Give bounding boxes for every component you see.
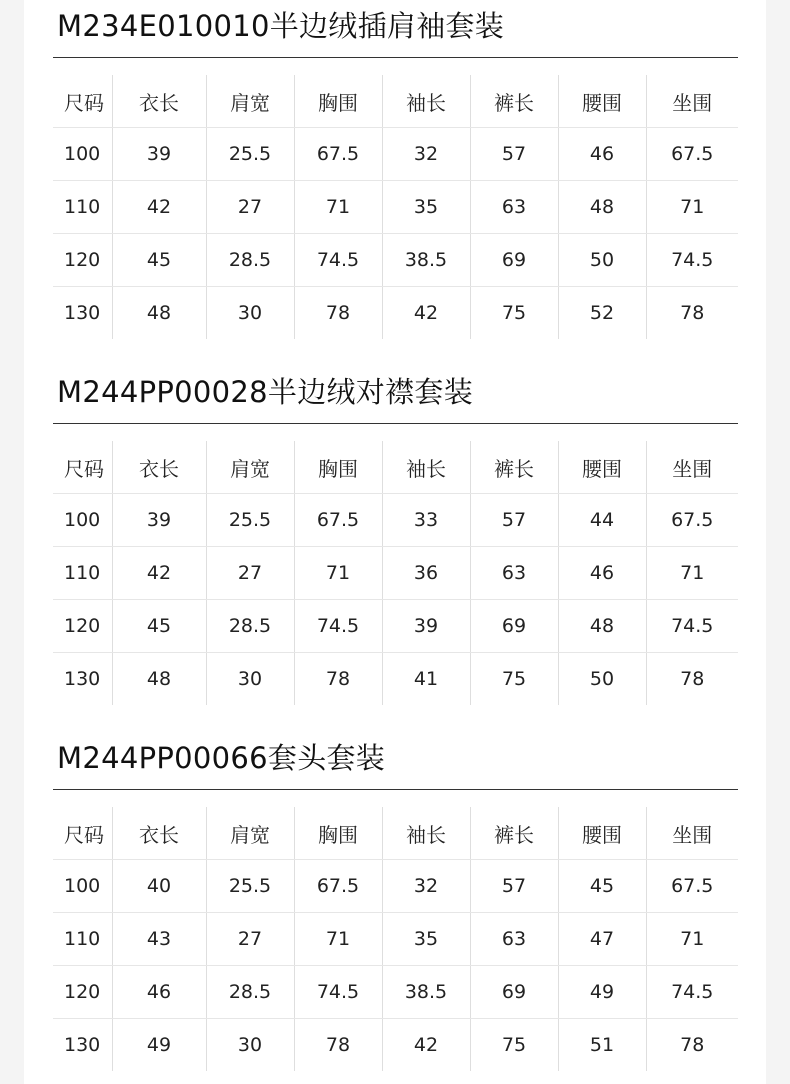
table-cell: 48 bbox=[558, 181, 646, 234]
table-cell: 42 bbox=[112, 547, 206, 600]
header-chest: 胸围 bbox=[294, 75, 382, 128]
header-sleeve: 袖长 bbox=[382, 75, 470, 128]
table-cell: 30 bbox=[206, 1019, 294, 1072]
section-title: M244PP00028半边绒对襟套装 bbox=[53, 366, 738, 424]
header-shoulder: 肩宽 bbox=[206, 441, 294, 494]
table-cell: 30 bbox=[206, 653, 294, 706]
header-pants-length: 裤长 bbox=[470, 807, 558, 860]
table-cell: 25.5 bbox=[206, 128, 294, 181]
table-cell: 75 bbox=[470, 1019, 558, 1072]
table-cell: 74.5 bbox=[294, 234, 382, 287]
table-cell: 69 bbox=[470, 600, 558, 653]
table-cell: 42 bbox=[112, 181, 206, 234]
table-cell: 67.5 bbox=[294, 494, 382, 547]
table-row bbox=[53, 181, 738, 234]
table-cell: 43 bbox=[112, 913, 206, 966]
header-shoulder: 肩宽 bbox=[206, 807, 294, 860]
table-header-row bbox=[53, 807, 738, 860]
size-section-1 bbox=[53, 0, 738, 339]
header-waist: 腰围 bbox=[558, 75, 646, 128]
table-cell: 32 bbox=[382, 860, 470, 913]
table-cell: 46 bbox=[558, 128, 646, 181]
header-hip: 坐围 bbox=[646, 75, 738, 128]
table-cell: 41 bbox=[382, 653, 470, 706]
header-hip: 坐围 bbox=[646, 807, 738, 860]
table-cell: 74.5 bbox=[646, 234, 738, 287]
table-row bbox=[53, 860, 738, 913]
size-chart-page bbox=[24, 0, 766, 1084]
table-cell: 67.5 bbox=[294, 860, 382, 913]
header-size: 尺码 bbox=[53, 441, 112, 494]
size-table bbox=[53, 75, 738, 339]
table-cell: 100 bbox=[53, 494, 112, 547]
table-row bbox=[53, 128, 738, 181]
table-row bbox=[53, 494, 738, 547]
size-section-2 bbox=[53, 366, 738, 705]
table-row bbox=[53, 913, 738, 966]
header-length: 衣长 bbox=[112, 441, 206, 494]
table-cell: 67.5 bbox=[646, 860, 738, 913]
table-cell: 75 bbox=[470, 653, 558, 706]
table-cell: 110 bbox=[53, 913, 112, 966]
table-cell: 48 bbox=[558, 600, 646, 653]
table-cell: 45 bbox=[112, 600, 206, 653]
table-cell: 78 bbox=[646, 287, 738, 340]
section-title: M234E010010半边绒插肩袖套装 bbox=[53, 0, 738, 58]
table-cell: 57 bbox=[470, 128, 558, 181]
table-cell: 27 bbox=[206, 913, 294, 966]
size-section-3 bbox=[53, 732, 738, 1071]
table-cell: 39 bbox=[382, 600, 470, 653]
table-cell: 45 bbox=[558, 860, 646, 913]
table-row bbox=[53, 1019, 738, 1072]
table-cell: 28.5 bbox=[206, 600, 294, 653]
header-size: 尺码 bbox=[53, 807, 112, 860]
table-cell: 74.5 bbox=[294, 600, 382, 653]
table-cell: 32 bbox=[382, 128, 470, 181]
table-cell: 120 bbox=[53, 234, 112, 287]
table-cell: 78 bbox=[294, 1019, 382, 1072]
table-cell: 110 bbox=[53, 181, 112, 234]
table-cell: 100 bbox=[53, 860, 112, 913]
size-table bbox=[53, 441, 738, 705]
table-cell: 71 bbox=[294, 181, 382, 234]
table-cell: 71 bbox=[646, 913, 738, 966]
header-sleeve: 袖长 bbox=[382, 441, 470, 494]
table-cell: 39 bbox=[112, 128, 206, 181]
table-cell: 33 bbox=[382, 494, 470, 547]
header-shoulder: 肩宽 bbox=[206, 75, 294, 128]
table-cell: 35 bbox=[382, 913, 470, 966]
header-length: 衣长 bbox=[112, 75, 206, 128]
table-cell: 30 bbox=[206, 287, 294, 340]
table-cell: 51 bbox=[558, 1019, 646, 1072]
table-cell: 78 bbox=[294, 287, 382, 340]
table-cell: 40 bbox=[112, 860, 206, 913]
table-cell: 130 bbox=[64, 302, 101, 324]
table-cell: 71 bbox=[646, 181, 738, 234]
table-cell: 52 bbox=[558, 287, 646, 340]
table-cell: 67.5 bbox=[646, 494, 738, 547]
table-cell: 100 bbox=[53, 128, 112, 181]
size-table bbox=[53, 807, 738, 1071]
table-cell: 69 bbox=[470, 234, 558, 287]
table-cell: 130 bbox=[64, 1034, 101, 1056]
table-cell: 42 bbox=[382, 287, 470, 340]
table-cell: 35 bbox=[382, 181, 470, 234]
table-row bbox=[53, 653, 738, 706]
table-cell: 49 bbox=[558, 966, 646, 1019]
table-cell: 57 bbox=[470, 494, 558, 547]
section-title: M244PP00066套头套装 bbox=[53, 732, 738, 790]
table-row bbox=[53, 547, 738, 600]
table-row bbox=[53, 234, 738, 287]
header-size: 尺码 bbox=[53, 75, 112, 128]
table-cell: 63 bbox=[470, 547, 558, 600]
table-row bbox=[53, 600, 738, 653]
header-chest: 胸围 bbox=[294, 807, 382, 860]
header-hip: 坐围 bbox=[646, 441, 738, 494]
table-cell: 71 bbox=[646, 547, 738, 600]
header-waist: 腰围 bbox=[558, 807, 646, 860]
table-cell: 39 bbox=[112, 494, 206, 547]
header-sleeve: 袖长 bbox=[382, 807, 470, 860]
table-cell: 47 bbox=[558, 913, 646, 966]
table-cell: 67.5 bbox=[294, 128, 382, 181]
table-cell: 25.5 bbox=[206, 860, 294, 913]
table-cell: 38.5 bbox=[382, 966, 470, 1019]
table-cell: 130 bbox=[64, 668, 101, 690]
table-cell: 50 bbox=[558, 653, 646, 706]
table-cell: 46 bbox=[558, 547, 646, 600]
header-pants-length: 裤长 bbox=[470, 441, 558, 494]
table-cell: 25.5 bbox=[206, 494, 294, 547]
table-cell: 48 bbox=[112, 653, 206, 706]
table-cell: 74.5 bbox=[646, 966, 738, 1019]
table-cell: 42 bbox=[382, 1019, 470, 1072]
table-cell: 44 bbox=[558, 494, 646, 547]
table-cell: 63 bbox=[470, 181, 558, 234]
table-cell: 110 bbox=[53, 547, 112, 600]
table-cell: 45 bbox=[112, 234, 206, 287]
header-waist: 腰围 bbox=[558, 441, 646, 494]
table-row bbox=[53, 287, 738, 340]
header-chest: 胸围 bbox=[294, 441, 382, 494]
table-cell: 36 bbox=[382, 547, 470, 600]
table-cell: 57 bbox=[470, 860, 558, 913]
table-cell: 38.5 bbox=[382, 234, 470, 287]
table-header-row bbox=[53, 441, 738, 494]
table-cell: 63 bbox=[470, 913, 558, 966]
table-cell: 27 bbox=[206, 547, 294, 600]
table-header-row bbox=[53, 75, 738, 128]
table-cell: 28.5 bbox=[206, 234, 294, 287]
table-cell: 78 bbox=[294, 653, 382, 706]
table-cell: 78 bbox=[646, 1019, 738, 1072]
table-row bbox=[53, 966, 738, 1019]
table-cell: 74.5 bbox=[294, 966, 382, 1019]
table-cell: 50 bbox=[558, 234, 646, 287]
table-cell: 71 bbox=[294, 913, 382, 966]
table-cell: 71 bbox=[294, 547, 382, 600]
table-cell: 120 bbox=[53, 600, 112, 653]
table-cell: 48 bbox=[112, 287, 206, 340]
table-cell: 74.5 bbox=[646, 600, 738, 653]
table-cell: 49 bbox=[112, 1019, 206, 1072]
table-cell: 67.5 bbox=[646, 128, 738, 181]
table-cell: 75 bbox=[470, 287, 558, 340]
table-cell: 120 bbox=[53, 966, 112, 1019]
table-cell: 28.5 bbox=[206, 966, 294, 1019]
header-pants-length: 裤长 bbox=[470, 75, 558, 128]
header-length: 衣长 bbox=[112, 807, 206, 860]
table-cell: 69 bbox=[470, 966, 558, 1019]
table-cell: 27 bbox=[206, 181, 294, 234]
table-cell: 78 bbox=[646, 653, 738, 706]
table-cell: 46 bbox=[112, 966, 206, 1019]
